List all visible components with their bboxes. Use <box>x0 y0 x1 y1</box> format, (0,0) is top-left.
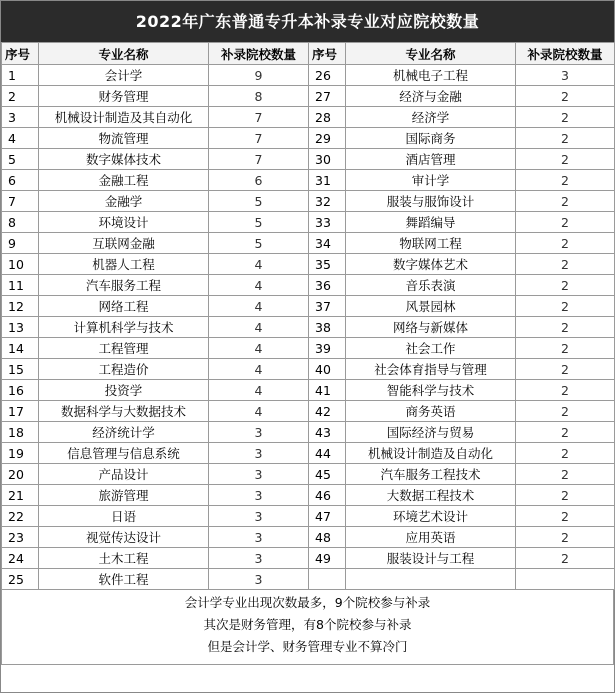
row-major-name: 网络工程 <box>39 296 209 317</box>
row-index: 46 <box>309 485 346 506</box>
table-row <box>2 380 615 401</box>
row-major-name: 商务英语 <box>346 401 516 422</box>
row-major-name: 机械设计制造及其自动化 <box>39 107 209 128</box>
row-major-name: 智能科学与技术 <box>346 380 516 401</box>
row-major-name: 音乐表演 <box>346 275 516 296</box>
table-row <box>2 233 615 254</box>
row-school-count: 4 <box>209 380 309 401</box>
row-major-name: 互联网金融 <box>39 233 209 254</box>
row-major-name: 物联网工程 <box>346 233 516 254</box>
row-index: 47 <box>309 506 346 527</box>
row-school-count: 2 <box>516 170 615 191</box>
row-major-name: 环境艺术设计 <box>346 506 516 527</box>
row-major-name: 财务管理 <box>39 86 209 107</box>
row-school-count: 2 <box>516 338 615 359</box>
row-major-name: 机器人工程 <box>39 254 209 275</box>
table-row <box>2 422 615 443</box>
row-school-count <box>516 569 615 590</box>
header-major-left: 专业名称 <box>39 43 209 65</box>
row-school-count: 2 <box>516 443 615 464</box>
table-title: 2022年广东普通专升本补录专业对应院校数量 <box>1 1 614 42</box>
table-row <box>2 317 615 338</box>
header-major-right: 专业名称 <box>346 43 516 65</box>
row-school-count: 4 <box>209 359 309 380</box>
row-school-count: 2 <box>516 275 615 296</box>
row-major-name: 金融工程 <box>39 170 209 191</box>
table-row <box>2 86 615 107</box>
row-school-count: 4 <box>209 275 309 296</box>
row-index: 20 <box>2 464 39 485</box>
row-major-name: 经济与金融 <box>346 86 516 107</box>
row-index: 41 <box>309 380 346 401</box>
row-school-count: 2 <box>516 422 615 443</box>
table-row <box>2 338 615 359</box>
header-index-right: 序号 <box>309 43 346 65</box>
row-index: 32 <box>309 191 346 212</box>
table-row <box>2 128 615 149</box>
row-school-count: 2 <box>516 191 615 212</box>
table-row <box>2 212 615 233</box>
table-body <box>2 65 615 590</box>
table-row <box>2 569 615 590</box>
row-index: 49 <box>309 548 346 569</box>
row-school-count: 2 <box>516 548 615 569</box>
row-index: 8 <box>2 212 39 233</box>
note-line: 但是会计学、财务管理专业不算冷门 <box>207 639 408 654</box>
row-index: 22 <box>2 506 39 527</box>
row-index: 30 <box>309 149 346 170</box>
row-school-count: 6 <box>209 170 309 191</box>
major-table <box>1 42 615 590</box>
row-index: 2 <box>2 86 39 107</box>
row-index: 18 <box>2 422 39 443</box>
row-major-name: 网络与新媒体 <box>346 317 516 338</box>
table-row <box>2 548 615 569</box>
row-index: 35 <box>309 254 346 275</box>
note-line: 会计学专业出现次数最多，9个院校参与补录 <box>184 595 431 610</box>
row-index: 23 <box>2 527 39 548</box>
row-index: 14 <box>2 338 39 359</box>
row-major-name: 社会体育指导与管理 <box>346 359 516 380</box>
row-school-count: 2 <box>516 86 615 107</box>
row-index: 34 <box>309 233 346 254</box>
row-school-count: 7 <box>209 107 309 128</box>
row-major-name: 数据科学与大数据技术 <box>39 401 209 422</box>
row-index: 12 <box>2 296 39 317</box>
row-major-name: 日语 <box>39 506 209 527</box>
row-school-count: 4 <box>209 338 309 359</box>
row-major-name: 数字媒体技术 <box>39 149 209 170</box>
row-school-count: 2 <box>516 506 615 527</box>
table-row <box>2 149 615 170</box>
row-major-name: 环境设计 <box>39 212 209 233</box>
table-row <box>2 506 615 527</box>
row-school-count: 4 <box>209 254 309 275</box>
row-index: 19 <box>2 443 39 464</box>
row-major-name: 经济统计学 <box>39 422 209 443</box>
table-row <box>2 485 615 506</box>
row-school-count: 2 <box>516 527 615 548</box>
row-school-count: 5 <box>209 233 309 254</box>
row-index: 44 <box>309 443 346 464</box>
table-row <box>2 464 615 485</box>
table-row <box>2 527 615 548</box>
row-school-count: 7 <box>209 149 309 170</box>
row-major-name: 金融学 <box>39 191 209 212</box>
row-school-count: 4 <box>209 317 309 338</box>
row-school-count: 2 <box>516 212 615 233</box>
table-row <box>2 107 615 128</box>
row-index: 43 <box>309 422 346 443</box>
row-index: 21 <box>2 485 39 506</box>
row-school-count: 2 <box>516 359 615 380</box>
header-count-right: 补录院校数量 <box>516 43 615 65</box>
row-index: 36 <box>309 275 346 296</box>
row-index <box>309 569 346 590</box>
table-row <box>2 359 615 380</box>
row-index: 11 <box>2 275 39 296</box>
row-school-count: 2 <box>516 464 615 485</box>
row-school-count: 3 <box>209 527 309 548</box>
row-index: 38 <box>309 317 346 338</box>
row-major-name: 机械电子工程 <box>346 65 516 86</box>
row-school-count: 4 <box>209 296 309 317</box>
row-school-count: 7 <box>209 128 309 149</box>
row-major-name: 风景园林 <box>346 296 516 317</box>
row-major-name: 计算机科学与技术 <box>39 317 209 338</box>
row-major-name: 信息管理与信息系统 <box>39 443 209 464</box>
row-index: 39 <box>309 338 346 359</box>
row-major-name: 大数据工程技术 <box>346 485 516 506</box>
row-major-name: 会计学 <box>39 65 209 86</box>
row-major-name: 软件工程 <box>39 569 209 590</box>
row-major-name: 审计学 <box>346 170 516 191</box>
table-row <box>2 443 615 464</box>
table-row <box>2 170 615 191</box>
row-index: 40 <box>309 359 346 380</box>
header-row <box>2 43 615 65</box>
row-school-count: 8 <box>209 86 309 107</box>
row-major-name: 视觉传达设计 <box>39 527 209 548</box>
table-row <box>2 191 615 212</box>
row-major-name: 产品设计 <box>39 464 209 485</box>
row-major-name: 机械设计制造及自动化 <box>346 443 516 464</box>
row-index: 15 <box>2 359 39 380</box>
row-major-name: 服装与服饰设计 <box>346 191 516 212</box>
note-line: 其次是财务管理，有8个院校参与补录 <box>203 617 412 632</box>
row-school-count: 4 <box>209 401 309 422</box>
row-index: 13 <box>2 317 39 338</box>
row-index: 26 <box>309 65 346 86</box>
row-index: 1 <box>2 65 39 86</box>
row-school-count: 3 <box>209 464 309 485</box>
notes-section <box>1 590 614 665</box>
row-index: 29 <box>309 128 346 149</box>
row-index: 25 <box>2 569 39 590</box>
row-school-count: 3 <box>209 506 309 527</box>
row-index: 48 <box>309 527 346 548</box>
row-school-count: 2 <box>516 485 615 506</box>
table-row <box>2 65 615 86</box>
row-school-count: 2 <box>516 317 615 338</box>
row-index: 45 <box>309 464 346 485</box>
row-major-name: 国际经济与贸易 <box>346 422 516 443</box>
row-major-name: 经济学 <box>346 107 516 128</box>
row-major-name: 物流管理 <box>39 128 209 149</box>
row-index: 16 <box>2 380 39 401</box>
row-school-count: 2 <box>516 107 615 128</box>
row-major-name: 旅游管理 <box>39 485 209 506</box>
row-school-count: 5 <box>209 212 309 233</box>
row-major-name: 社会工作 <box>346 338 516 359</box>
row-major-name: 投资学 <box>39 380 209 401</box>
table-row <box>2 275 615 296</box>
row-index: 42 <box>309 401 346 422</box>
row-index: 31 <box>309 170 346 191</box>
row-school-count: 3 <box>209 485 309 506</box>
row-index: 17 <box>2 401 39 422</box>
row-school-count: 9 <box>209 65 309 86</box>
row-school-count: 2 <box>516 149 615 170</box>
row-school-count: 2 <box>516 380 615 401</box>
row-index: 9 <box>2 233 39 254</box>
row-school-count: 3 <box>209 443 309 464</box>
row-index: 7 <box>2 191 39 212</box>
table-row <box>2 296 615 317</box>
row-school-count: 2 <box>516 128 615 149</box>
table-row <box>2 254 615 275</box>
row-index: 6 <box>2 170 39 191</box>
row-index: 3 <box>2 107 39 128</box>
row-index: 24 <box>2 548 39 569</box>
row-major-name: 国际商务 <box>346 128 516 149</box>
row-school-count: 2 <box>516 254 615 275</box>
row-index: 4 <box>2 128 39 149</box>
row-school-count: 3 <box>209 548 309 569</box>
row-major-name: 工程管理 <box>39 338 209 359</box>
row-major-name: 土木工程 <box>39 548 209 569</box>
row-school-count: 5 <box>209 191 309 212</box>
table-row <box>2 401 615 422</box>
row-school-count: 2 <box>516 233 615 254</box>
row-major-name: 应用英语 <box>346 527 516 548</box>
row-school-count: 3 <box>209 569 309 590</box>
row-major-name: 汽车服务工程技术 <box>346 464 516 485</box>
row-index: 28 <box>309 107 346 128</box>
row-school-count: 2 <box>516 296 615 317</box>
row-index: 5 <box>2 149 39 170</box>
row-index: 33 <box>309 212 346 233</box>
row-index: 10 <box>2 254 39 275</box>
row-major-name <box>346 569 516 590</box>
row-index: 37 <box>309 296 346 317</box>
header-count-left: 补录院校数量 <box>209 43 309 65</box>
row-major-name: 酒店管理 <box>346 149 516 170</box>
row-index: 27 <box>309 86 346 107</box>
row-major-name: 汽车服务工程 <box>39 275 209 296</box>
row-major-name: 舞蹈编导 <box>346 212 516 233</box>
row-school-count: 3 <box>516 65 615 86</box>
header-index-left: 序号 <box>2 43 39 65</box>
row-major-name: 工程造价 <box>39 359 209 380</box>
row-major-name: 服装设计与工程 <box>346 548 516 569</box>
row-school-count: 3 <box>209 422 309 443</box>
row-school-count: 2 <box>516 401 615 422</box>
row-major-name: 数字媒体艺术 <box>346 254 516 275</box>
